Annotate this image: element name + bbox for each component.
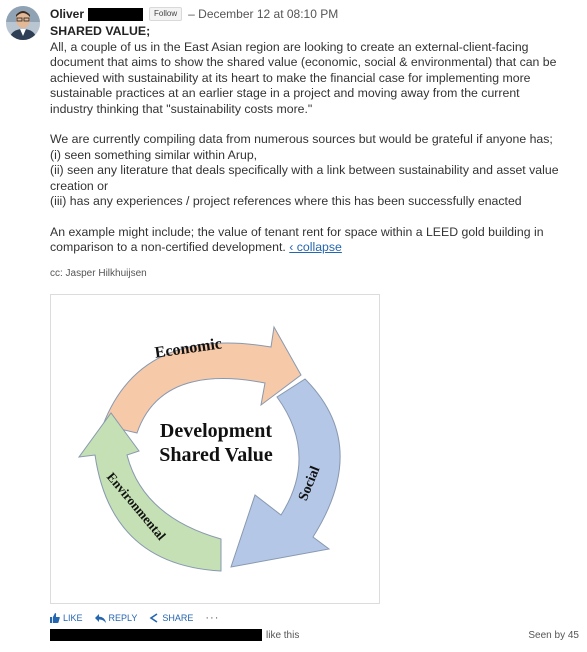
list-intro: We are currently compiling data from numerous sources but would be grateful if anyone has; bbox=[50, 132, 553, 147]
follow-button[interactable]: Follow bbox=[149, 7, 182, 21]
redacted-likers bbox=[50, 629, 262, 641]
more-options-button[interactable]: ··· bbox=[205, 612, 220, 624]
example-paragraph bbox=[50, 225, 565, 256]
author-name[interactable]: Oliver bbox=[50, 7, 85, 21]
list-item-3: (iii) has any experiences / project references where this has been successfully enacted bbox=[50, 194, 522, 209]
like-this-text[interactable]: like this bbox=[266, 629, 300, 641]
avatar[interactable] bbox=[6, 6, 40, 40]
post-header bbox=[50, 6, 338, 22]
economic-label: Economic bbox=[153, 335, 224, 362]
post-timestamp[interactable]: – December 12 at 08:10 PM bbox=[188, 7, 339, 21]
reply-label: REPLY bbox=[108, 613, 138, 623]
share-button[interactable] bbox=[149, 613, 193, 623]
profile-photo-icon bbox=[6, 6, 40, 40]
like-button[interactable] bbox=[50, 613, 83, 623]
post-list bbox=[50, 132, 565, 209]
post-title: SHARED VALUE; bbox=[50, 24, 151, 38]
post-actions bbox=[50, 612, 219, 624]
share-label: SHARE bbox=[162, 613, 194, 623]
likes-summary bbox=[50, 629, 299, 641]
environmental-label: Environmental bbox=[103, 469, 170, 543]
redacted-author-surname bbox=[88, 8, 143, 21]
attached-image[interactable] bbox=[50, 294, 380, 604]
share-icon bbox=[149, 613, 159, 623]
shared-value-diagram bbox=[51, 295, 379, 603]
center-title-line1: Development bbox=[159, 420, 273, 442]
reply-button[interactable] bbox=[95, 613, 138, 623]
like-label: LIKE bbox=[63, 613, 83, 623]
post-paragraph: All, a couple of us in the East Asian region are looking to create an external-client-facing document that aims to show the shared value (economic, social & environmental) that can be achieved with sustainability at its heart to make the financial case for implementing more sustainable practices at an earlier stage in a project and moving away from the current industry thinking that "sustainability costs more." bbox=[50, 40, 557, 116]
center-title-line2: Shared Value bbox=[159, 444, 273, 466]
seen-by-count[interactable]: Seen by 45 bbox=[528, 630, 579, 641]
post-body bbox=[50, 40, 565, 271]
list-item-2: (ii) seen any literature that deals specifically with a link between sustainability and asset value creation or bbox=[50, 163, 559, 193]
thumbs-up-icon bbox=[50, 613, 60, 623]
collapse-link[interactable]: ‹ collapse bbox=[289, 240, 342, 255]
example-text: An example might include; the value of tenant rent for space within a LEED gold building in comparison to a non-certified development. bbox=[50, 224, 544, 255]
social-arrow bbox=[231, 379, 340, 567]
social-label: Social bbox=[296, 464, 324, 504]
reply-arrow-icon bbox=[95, 614, 106, 623]
cc-line[interactable]: cc: Jasper Hilkhuijsen bbox=[50, 268, 147, 279]
list-item-1: (i) seen something similar within Arup, bbox=[50, 147, 258, 162]
